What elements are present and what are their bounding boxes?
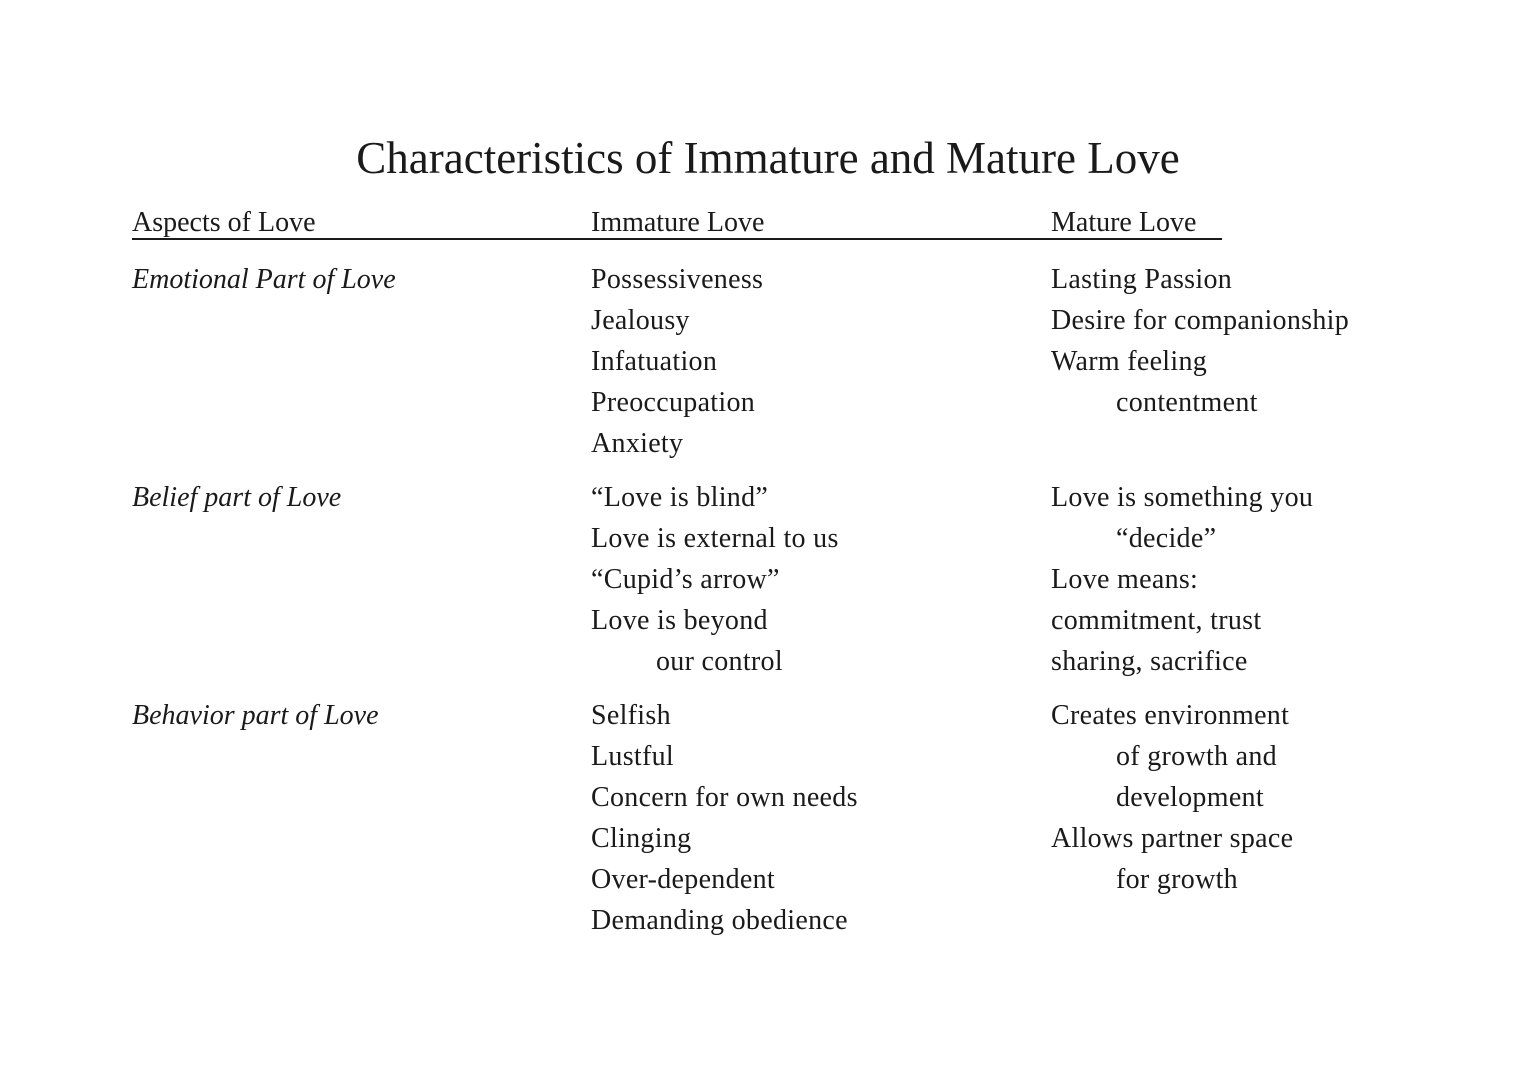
list-item: Anxiety — [591, 428, 684, 459]
list-item: Love is something you — [1051, 482, 1314, 513]
list-item: Demanding obedience — [591, 905, 848, 936]
header-underline — [132, 238, 1222, 240]
aspect-label: Emotional Part of Love — [132, 264, 396, 295]
list-item: Love is external to us — [591, 523, 839, 554]
list-item: Selfish — [591, 700, 671, 731]
list-item: “Cupid’s arrow” — [591, 564, 780, 595]
list-item: Clinging — [591, 823, 692, 854]
list-item: Allows partner space — [1051, 823, 1294, 854]
list-item: Warm feeling — [1051, 346, 1208, 377]
list-item: Love is beyond — [591, 605, 768, 636]
aspect-label: Behavior part of Love — [132, 700, 379, 731]
column-header-immature: Immature Love — [591, 207, 765, 238]
list-item: sharing, sacrifice — [1051, 646, 1248, 677]
list-item: Creates environment — [1051, 700, 1290, 731]
immature-list — [591, 695, 858, 941]
mature-list — [1051, 259, 1349, 423]
page-title: Characteristics of Immature and Mature Love — [356, 133, 1180, 183]
list-item: Possessiveness — [591, 264, 764, 295]
list-item: Jealousy — [591, 305, 690, 336]
list-item: commitment, trust — [1051, 605, 1262, 636]
list-item: Over-dependent — [591, 864, 775, 895]
list-item: our control — [656, 646, 783, 677]
list-item: Lustful — [591, 741, 674, 772]
column-header-aspects: Aspects of Love — [132, 207, 316, 238]
list-item: Concern for own needs — [591, 782, 858, 813]
list-item: Love means: — [1051, 564, 1199, 595]
list-item: “Love is blind” — [591, 482, 769, 513]
list-item: “decide” — [1116, 523, 1217, 554]
immature-list — [591, 259, 763, 464]
list-item: of growth and — [1116, 741, 1277, 772]
column-header-mature: Mature Love — [1051, 207, 1197, 238]
aspect-label: Belief part of Love — [132, 482, 342, 513]
immature-list — [591, 477, 839, 682]
list-item: for growth — [1116, 864, 1238, 895]
mature-list — [1051, 477, 1313, 682]
list-item: Preoccupation — [591, 387, 756, 418]
list-item: Desire for companionship — [1051, 305, 1350, 336]
list-item: Lasting Passion — [1051, 264, 1233, 295]
mature-list — [1051, 695, 1293, 900]
list-item: Infatuation — [591, 346, 718, 377]
list-item: development — [1116, 782, 1264, 813]
list-item: contentment — [1116, 387, 1258, 418]
